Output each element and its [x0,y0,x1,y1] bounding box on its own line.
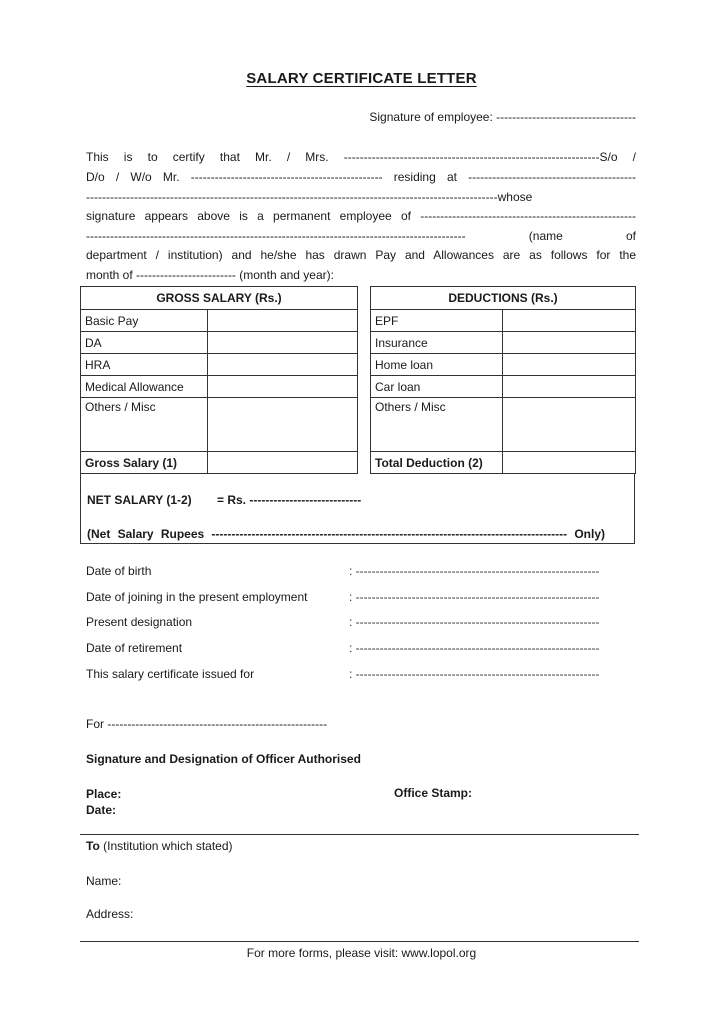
deduction-amount-cell[interactable] [503,310,636,332]
table-row [371,332,636,354]
officer-signature-label: Signature and Designation of Officer Authorised [86,752,361,766]
field-date-of-birth: Date of birth [86,564,152,578]
name-label: Name: [86,874,122,888]
net-salary-value[interactable]: = Rs. ---------------------------- [217,493,362,507]
gross-row-label: HRA [81,354,208,376]
deductions-header: DEDUCTIONS (Rs.) [371,287,636,310]
table-row [371,398,636,452]
deduction-row-label: Car loan [371,376,503,398]
deduction-total-cell[interactable] [503,452,636,474]
gross-amount-cell[interactable] [208,310,358,332]
table-row [81,310,358,332]
field-present-designation: Present designation [86,615,193,629]
to-label: To [86,839,100,853]
document-title: SALARY CERTIFICATE LETTER [246,70,477,87]
deductions-table [370,286,636,474]
field-value-line[interactable]: : ------------------------------------------------------------- [349,615,600,629]
field-value-line[interactable]: : ------------------------------------------------------------- [349,590,600,604]
net-salary-rupees[interactable]: (Net Salary Rupees ----------------------------------------------------------------------------------------- Only) [87,527,605,541]
certify-line-7: month of ------------------------- (month and year): [86,268,334,282]
place-label: Place: [86,787,122,801]
table-row [371,354,636,376]
divider-bottom [80,941,639,942]
gross-row-label: Medical Allowance [81,376,208,398]
gross-amount-cell[interactable] [208,354,358,376]
field-date-of-retirement: Date of retirement [86,641,183,655]
certify-line-1: This is to certify that Mr. / Mrs. ----------------------------------------------------------------S/o / [86,150,636,164]
deduction-amount-cell[interactable] [503,398,636,452]
gross-amount-cell[interactable] [208,398,358,452]
table-row [81,398,358,452]
for-line[interactable]: For ------------------------------------------------------- [86,717,328,731]
gross-amount-cell[interactable] [208,332,358,354]
net-salary-box [80,474,635,544]
field-value-line[interactable]: : ------------------------------------------------------------- [349,641,600,655]
table-row [81,376,358,398]
field-date-of-joining: Date of joining in the present employment [86,590,308,604]
office-stamp-label: Office Stamp: [394,786,473,800]
gross-salary-header: GROSS SALARY (Rs.) [81,287,358,310]
gross-row-label: DA [81,332,208,354]
deduction-total-label: Total Deduction (2) [371,452,503,474]
gross-total-cell[interactable] [208,452,358,474]
table-row [81,332,358,354]
deduction-row-label: Insurance [371,332,503,354]
certify-line-3: -------------------------------------------------------------------------------------------------------whose [86,190,533,204]
field-value-line[interactable]: : ------------------------------------------------------------- [349,667,600,681]
table-row [371,310,636,332]
table-row [81,354,358,376]
gross-row-label: Others / Misc [81,398,208,452]
field-issued-for: This salary certificate issued for [86,667,255,681]
net-salary-label: NET SALARY (1-2) [87,493,192,507]
date-label: Date: [86,803,117,817]
deduction-row-label: Others / Misc [371,398,503,452]
to-line [86,839,233,853]
certify-line-2: D/o / W/o Mr. ------------------------------------------------ residing at ------------------------------------------ [86,170,636,184]
gross-row-label: Basic Pay [81,310,208,332]
to-description: (Institution which stated) [99,839,233,853]
deduction-row-label: EPF [371,310,503,332]
deduction-row-label: Home loan [371,354,503,376]
table-row [81,452,358,474]
divider-top [80,834,639,835]
footer-text: For more forms, please visit: www.lopol.org [246,946,477,960]
table-row [371,376,636,398]
certify-line-6: department / institution) and he/she has drawn Pay and Allowances are as follows for the [86,248,636,262]
deduction-amount-cell[interactable] [503,354,636,376]
gross-amount-cell[interactable] [208,376,358,398]
table-row [371,452,636,474]
field-value-line[interactable]: : ------------------------------------------------------------- [349,564,600,578]
deduction-amount-cell[interactable] [503,332,636,354]
certify-line-4: signature appears above is a permanent employee of ------------------------------------------------------ [86,209,636,223]
deduction-amount-cell[interactable] [503,376,636,398]
address-label: Address: [86,907,134,921]
gross-total-label: Gross Salary (1) [81,452,208,474]
gross-salary-table [80,286,358,474]
employee-signature-line: Signature of employee: ----------------------------------- [369,110,636,124]
certify-line-5: ----------------------------------------------------------------------------------------------- (name of [86,229,636,243]
